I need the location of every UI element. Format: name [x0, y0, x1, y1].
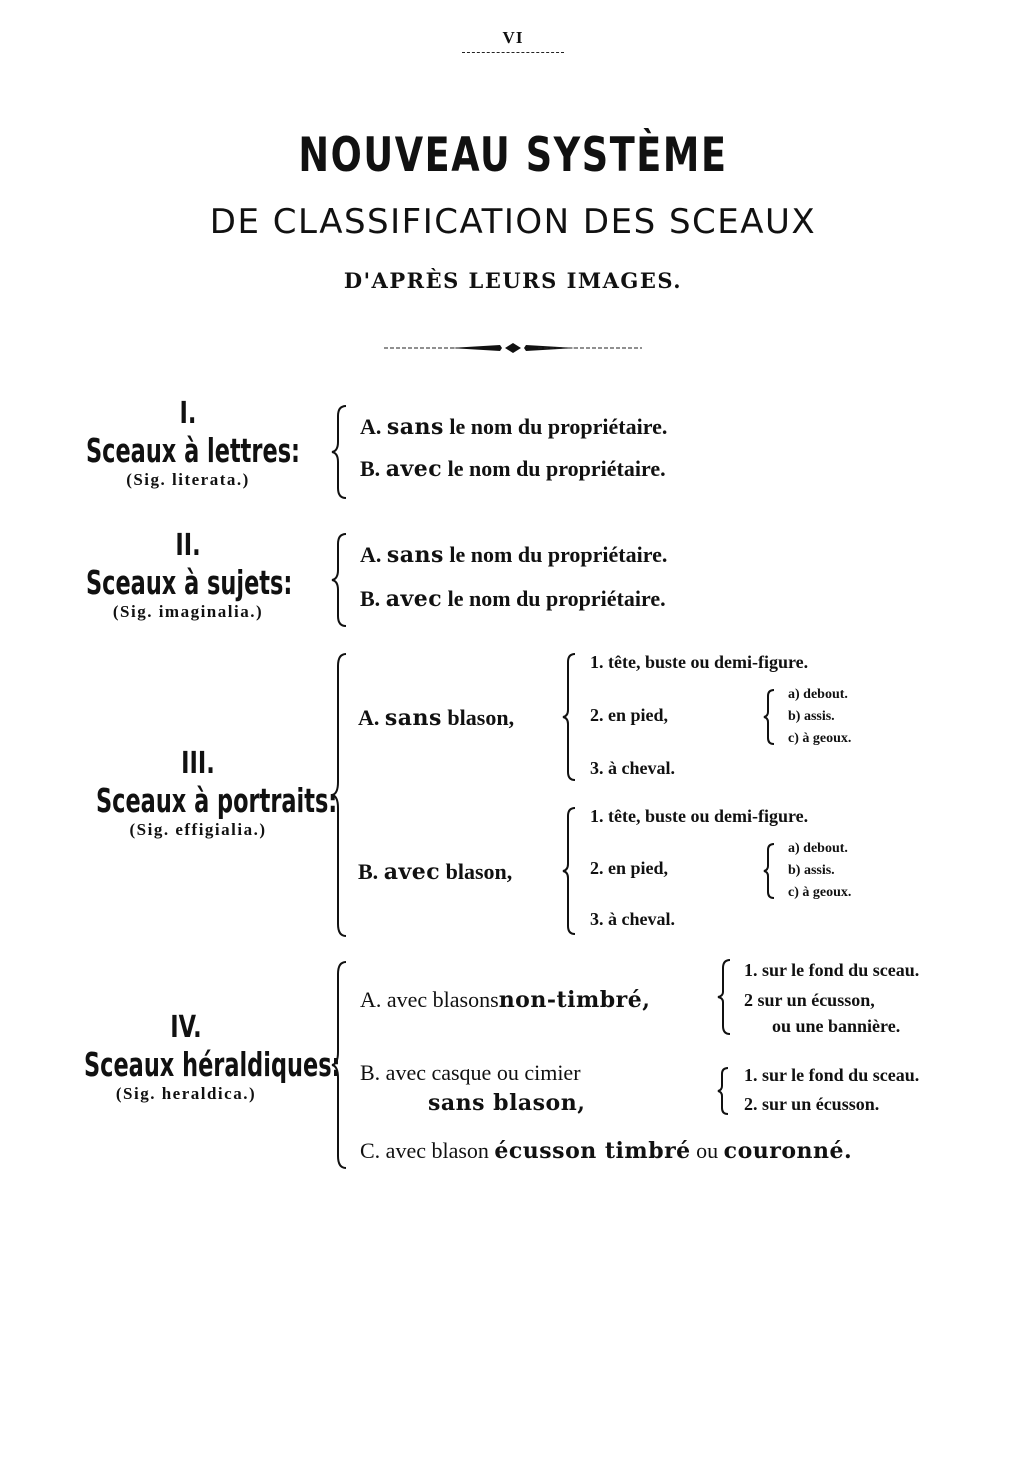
ornament-divider [380, 340, 646, 356]
section-4-option-c: C. avec blason écusson timbré ou couronné. [360, 1138, 853, 1164]
section-3a-posture-c: c) à geoux. [788, 731, 852, 746]
section-3-option-b: B. avec blason, [358, 859, 513, 885]
section-4b-brace [718, 1066, 732, 1116]
section-3a-item-3: 3. à cheval. [590, 758, 675, 778]
section-1-option-a: A. sans le nom du propriétaire. [360, 414, 668, 440]
section-3-numeral: III. [181, 746, 215, 781]
section-2-numeral: II. [175, 528, 201, 563]
section-4b-item-1: 1. sur le fond du sceau. [744, 1065, 920, 1085]
title-line-2: DE CLASSIFICATION DES SCEAUX [209, 202, 817, 242]
section-3a-brace [563, 652, 579, 782]
header-rule [462, 52, 564, 53]
section-4-brace [332, 960, 352, 1170]
section-4-option-b-line1: B. avec casque ou cimier [360, 1060, 581, 1085]
page-number: VI [502, 28, 524, 47]
section-3b-posture-brace [764, 842, 778, 900]
section-4a-item-2-cont: ou une bannière. [772, 1016, 901, 1036]
section-3b-brace [563, 806, 579, 936]
section-4-name: Sceaux héraldiques: [84, 1045, 341, 1084]
section-3b-item-1: 1. tête, buste ou demi-figure. [590, 806, 809, 826]
section-4b-item-2: 2. sur un écusson. [744, 1094, 880, 1114]
section-3-brace [332, 652, 352, 938]
section-3-heading [48, 746, 348, 840]
section-2-brace [332, 532, 352, 628]
section-3-option-a: A. sans blason, [358, 705, 515, 731]
section-4a-brace [718, 958, 734, 1036]
section-2-option-b: B. avec le nom du propriétaire. [360, 586, 666, 612]
section-4-option-a: A. avec blasonsnon-timbré, [360, 987, 651, 1013]
section-3b-posture-c: c) à geoux. [788, 885, 852, 900]
section-3b-posture-b: b) assis. [788, 863, 835, 878]
title-line-3: D'APRÈS LEURS IMAGES. [343, 268, 683, 293]
section-4-numeral: IV. [170, 1010, 202, 1045]
section-2-heading [38, 528, 338, 622]
section-3a-item-2: 2. en pied, [590, 705, 669, 725]
title-line-1: NOUVEAU SYSTÈME [298, 128, 728, 183]
section-4-heading [36, 1010, 341, 1104]
section-1-heading [38, 396, 338, 490]
section-3b-item-3: 3. à cheval. [590, 909, 675, 929]
section-4a-item-2: 2 sur un écusson, [744, 990, 875, 1010]
section-1-latin: (Sig. literata.) [126, 470, 250, 489]
section-2-latin: (Sig. imaginalia.) [112, 602, 264, 621]
section-3-latin: (Sig. effigialia.) [129, 820, 267, 839]
section-1-brace [332, 404, 352, 500]
section-3a-posture-brace [764, 688, 778, 746]
section-1-name: Sceaux à lettres: [86, 431, 301, 470]
section-2-name: Sceaux à sujets: [86, 563, 293, 602]
section-3b-posture-a: a) debout. [788, 841, 848, 856]
section-3-name: Sceaux à portraits: [96, 781, 338, 820]
section-4-latin: (Sig. heraldica.) [115, 1084, 257, 1103]
section-3b-item-2: 2. en pied, [590, 858, 669, 878]
section-1-numeral: I. [179, 396, 197, 431]
section-1-option-b: B. avec le nom du propriétaire. [360, 456, 666, 482]
section-4-option-b-line2: sans blason, [428, 1090, 586, 1116]
section-4a-item-1: 1. sur le fond du sceau. [744, 960, 920, 980]
section-3a-posture-a: a) debout. [788, 687, 848, 702]
section-3a-posture-b: b) assis. [788, 709, 835, 724]
section-3a-item-1: 1. tête, buste ou demi-figure. [590, 652, 809, 672]
section-2-option-a: A. sans le nom du propriétaire. [360, 542, 668, 568]
